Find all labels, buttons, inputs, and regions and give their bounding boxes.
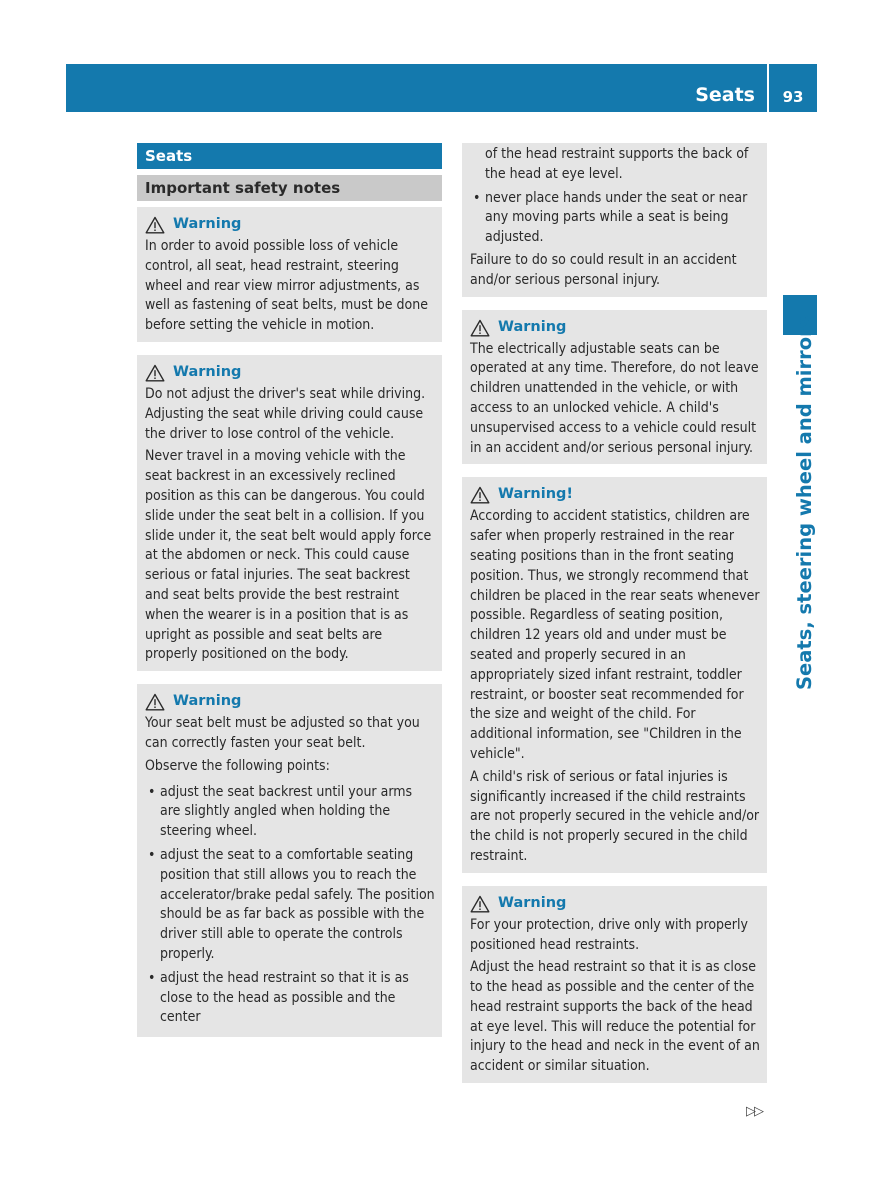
warning-triangle-icon (145, 364, 165, 382)
bullet-list (470, 189, 760, 248)
warning-text: Observe the following points: (145, 757, 330, 774)
page-number-box (769, 64, 817, 112)
warning-triangle-icon (470, 895, 490, 913)
right-column (462, 143, 767, 1083)
list-item-continuation: of the head restraint supports the back of the head at eye level. (485, 146, 749, 182)
warning-box-4 (462, 310, 767, 465)
warning-triangle-icon (470, 319, 490, 337)
warning-title (145, 690, 435, 714)
warning-box-6 (462, 886, 767, 1083)
list-item: • adjust the head restraint so that it is as close to the head as possible and the center (145, 969, 435, 1028)
list-item: • adjust the seat to a comfortable seating position that still allows you to reach the accelerator/brake pedal safely. The position should be as far back as possible with the driver still able to operate the controls properly. (145, 846, 435, 965)
warning-text: Adjust the head restraint so that it is as close to the head as possible and the center of the head restraint supports the back of the head at eye level. This will reduce the potential for injury to the head and neck in the event of an accident or similar situation. (470, 959, 760, 1075)
warning-box-5 (462, 477, 767, 872)
warning-box-3 (137, 684, 442, 1037)
warning-text: The electrically adjustable seats can be operated at any time. Therefore, do not leave children unattended in the vehicle, or with access to an unlocked vehicle. A child's unsupervised access to a vehicle could result in an accident and/or serious personal injury. (470, 340, 759, 456)
warning-title (145, 361, 435, 385)
bullet-list (145, 783, 435, 1029)
warning-text: Do not adjust the driver's seat while driving. Adjusting the seat while driving could cause the driver to lose control of the vehicle. (145, 385, 426, 442)
header-bar (66, 64, 767, 112)
warning-box-3-continued (462, 143, 767, 297)
warning-text: Never travel in a moving vehicle with the seat backrest in an excessively reclined position as this can be dangerous. You could slide under the seat belt in a collision. If you slide under it, the seat belt would apply force at the abdomen or neck. This could cause serious or fatal injuries. The seat backrest and seat belts provide the best restraint when the wearer is in a position that is as upright as possible and seat belts are properly positioned on the body. (145, 448, 432, 663)
list-item: • adjust the seat backrest until your arms are slightly angled when holding the steering wheel. (145, 783, 435, 842)
warning-text: According to accident statistics, children are safer when properly restrained in the rear seating positions than in the front seating position. Thus, we strongly recommend that children be placed in the rear seats whenever possible. Regardless of seating position, children 12 years old and under must be seated and properly secured in an appropriately sized infant restraint, toddler restraint, or booster seat recommended for the size and weight of the child. For additional information, see "Children in the vehicle". (470, 508, 760, 762)
left-column (137, 143, 442, 1037)
warning-triangle-icon (145, 693, 165, 711)
warning-text: For your protection, drive only with properly positioned head restraints. (470, 916, 748, 953)
warning-label: Warning (498, 894, 567, 911)
continue-arrow-icon: ▷▷ (746, 1104, 762, 1119)
header-title: Seats (695, 84, 755, 106)
warning-label: Warning (498, 318, 567, 335)
list-item: • never place hands under the seat or near any moving parts while a seat is being adjusted. (470, 189, 760, 248)
warning-label: Warning! (498, 486, 574, 503)
page-number: 93 (782, 88, 804, 106)
warning-box-2 (137, 355, 442, 671)
warning-title (145, 213, 435, 237)
warning-text: Failure to do so could result in an accident and/or serious personal injury. (470, 251, 737, 288)
side-tab-label: Seats, steering wheel and mirrors (793, 315, 816, 690)
warning-triangle-icon (145, 216, 165, 234)
warning-triangle-icon (470, 486, 490, 504)
warning-label: Warning (173, 216, 242, 233)
warning-label: Warning (173, 693, 242, 710)
warning-title (470, 483, 760, 507)
warning-text: Your seat belt must be adjusted so that you can correctly fasten your seat belt. (145, 715, 420, 751)
section-title: Seats (137, 143, 442, 169)
warning-text: A child's risk of serious or fatal injuries is significantly increased if the child restraints are not properly secured in the vehicle and/or the child is not properly secured in the child restraint. (470, 768, 760, 864)
warning-title (470, 316, 760, 340)
warning-text: In order to avoid possible loss of vehicle control, all seat, head restraint, steering wheel and rear view mirror adjustments, as well as fastening of seat belts, must be done before setting the vehicle in motion. (145, 238, 428, 334)
warning-title (470, 892, 760, 916)
warning-box-1 (137, 207, 442, 342)
subsection-title: Important safety notes (137, 175, 442, 201)
warning-label: Warning (173, 364, 242, 381)
